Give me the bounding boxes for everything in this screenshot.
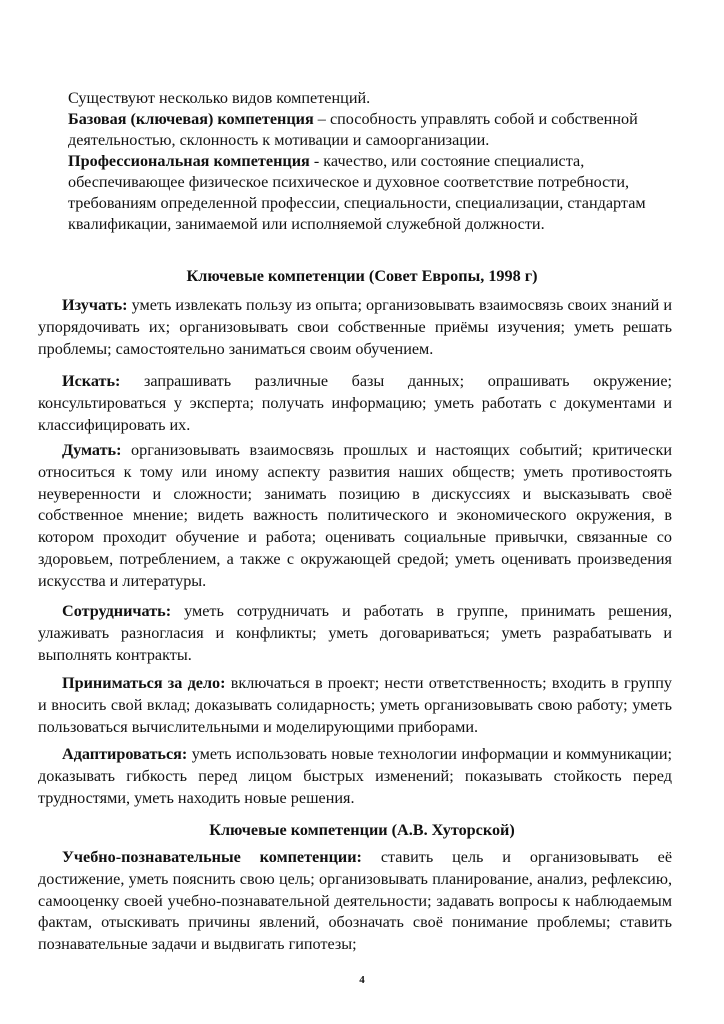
section-heading-khutorskoy: Ключевые компетенции (А.В. Хуторской): [209, 821, 515, 839]
section-heading-council-of-europe: Ключевые компетенции (Совет Европы, 1998 г): [186, 267, 538, 285]
competence-item: [38, 601, 672, 666]
competence-text: организовывать взаимосвязь прошлых и настоящих событий; критически относиться к тому или иному аспекту развития наших обществ; уметь противостоять неуверенности и сложности; занимать позицию в дискуссиях и высказывать своё собственное мнение; видеть важность политического и экономического окружения, в котором проходит обучение и работа; оценивать социальные привычки, связанные со здоровьем, потреблением, а также с окружающей средой; уметь оценивать произведения искусства и литературы.: [38, 441, 672, 590]
competence-term: Думать:: [62, 441, 122, 459]
competence-item: [38, 847, 672, 956]
competence-term: Приниматься за дело:: [62, 674, 226, 692]
competence-term: Сотрудничать:: [62, 602, 172, 620]
competence-item: [38, 295, 672, 360]
professional-competence-definition: [68, 151, 674, 235]
professional-competence-term: Профессиональная компетенция: [68, 152, 310, 170]
intro-block: [68, 88, 674, 235]
page-number: 4: [359, 974, 365, 986]
competence-item: [38, 673, 672, 738]
intro-line: Существуют несколько видов компетенций.: [68, 89, 371, 107]
basic-competence-text: – способность управлять собой и собственной деятельностью, склонность к мотивации и самоорганизации.: [68, 110, 638, 149]
competence-text: включаться в проект; нести ответственность; входить в группу и вносить свой вклад; доказывать солидарность; уметь организовывать свою работу; уметь пользоваться вычислительными и моделирующими приборами.: [38, 674, 672, 736]
competence-term: Искать:: [62, 372, 121, 390]
competence-term: Адаптироваться:: [62, 745, 188, 763]
competence-term: Учебно-познавательные компетенции:: [62, 848, 362, 866]
competence-item: [38, 744, 672, 809]
competence-text: уметь извлекать пользу из опыта; организовывать взаимосвязь своих знаний и упорядочивать их; организовывать свои собственные приёмы изучения; уметь решать проблемы; самостоятельно заниматься своим обучением.: [38, 296, 673, 358]
basic-competence-term: Базовая (ключевая) компетенция: [68, 110, 314, 128]
competence-text: уметь использовать новые технологии информации и коммуникации; доказывать гибкость перед лицом быстрых изменений; показывать стойкость перед трудностями, уметь находить новые решения.: [38, 745, 672, 807]
competence-item: [38, 371, 672, 436]
competence-text: запрашивать различные базы данных; опрашивать окружение; консультироваться у эксперта; получать информацию; уметь работать с документами и классифицировать их.: [38, 372, 672, 434]
professional-competence-text: - качество, или состояние специалиста, обеспечивающее физическое психическое и духовное соответствие потребности, требованиям определенной профессии, специальности, специализации, стандартам квалификации, занимаемой или исполняемой служебной должности.: [68, 152, 646, 233]
competence-item: [38, 440, 672, 593]
competence-text: ставить цель и организовывать её достижение, уметь пояснить свою цель; организовывать планирование, анализ, рефлексию, самооценку своей учебно-познавательной деятельности; задавать вопросы к наблюдаемым фактам, отыскивать причины явлений, обозначать своё понимание проблемы; ставить познавательные задачи и выдвигать гипотезы;: [38, 848, 673, 954]
basic-competence-definition: [68, 109, 674, 151]
competence-term: Изучать:: [62, 296, 128, 314]
competence-text: уметь сотрудничать и работать в группе, принимать решения, улаживать разногласия и конфликты; уметь договариваться; уметь разрабатывать и выполнять контракты.: [38, 602, 672, 664]
